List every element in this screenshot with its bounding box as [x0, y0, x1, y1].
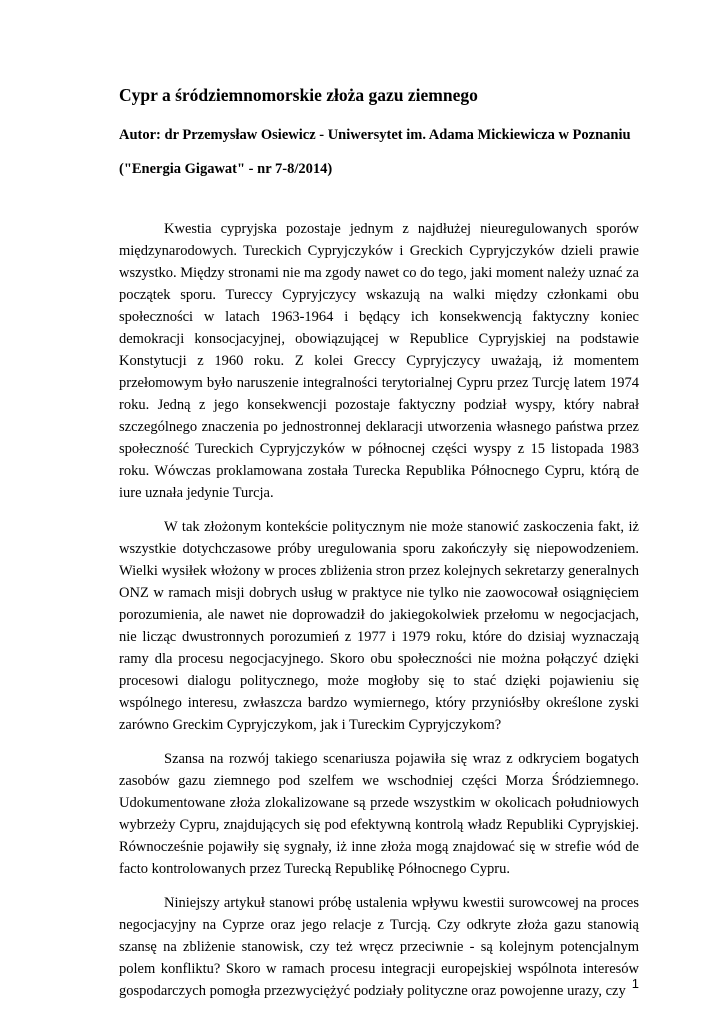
- paragraph-1: Kwestia cypryjska pozostaje jednym z najdłużej nieuregulowanych sporów międzynarodowych. Tureckich Cypryjczyków i Greckich Cypryjczyków dzieli prawie wszystko. Między stronami nie ma zgody nawet co do tego, jaki moment należy uznać za początek sporu. Tureccy Cypryjczycy wskazują na walki między członkami obu społeczności w latach 1963-1964 i będący ich konsekwencją faktyczny koniec demokracji konsocjacyjnej, obowiązującej w Republice Cypryjskiej na podstawie Konstytucji z 1960 roku. Z kolei Greccy Cypryjczycy uważają, iż momentem przełomowym było naruszenie integralności terytorialnej Cypru przez Turcję latem 1974 roku. Jedną z jego konsekwencji pozostaje faktyczny podział wyspy, który nabrał szczególnego znaczenia po jednostronnej deklaracji utworzenia własnego państwa przez społeczność Tureckich Cypryjczyków w północnej części wyspy z 15 listopada 1983 roku. Wówczas proklamowana została Turecka Republika Północnego Cypru, którą de iure uznała jedynie Turcja.: [119, 221, 639, 501]
- paragraph-4: Niniejszy artykuł stanowi próbę ustalenia wpływu kwestii surowcowej na proces negocjacyjny na Cyprze oraz jego relacje z Turcją. Czy odkryte złoża gazu stanowią szansę na zbliżenie stanowisk, czy też wręcz przeciwnie - są kolejnym potencjalnym polem konfliktu? Skoro w ramach procesu integracji europejskiej wspólnota interesów gospodarczych pomogła przezwyciężyć podziały polityczne oraz powojenne urazy, czy: [119, 895, 639, 999]
- paragraph-2: W tak złożonym kontekście politycznym nie może stanowić zaskoczenia fakt, iż wszystkie dotychczasowe próby uregulowania sporu zakończyły się niepowodzeniem. Wielki wysiłek włożony w proces zbliżenia stron przez kolejnych sekretarzy generalnych ONZ w ramach misji dobrych usług w praktyce nie tylko nie zaowocował osiągnięciem porozumienia, ale nawet nie doprowadził do jakiegokolwiek przełomu w negocjacjach, nie licząc dwustronnych porozumień z 1977 i 1979 roku, które do dzisiaj wyznaczają ramy dla procesu negocjacyjnego. Skoro obu społeczności nie można połączyć dzięki procesowi dialogu politycznego, może mogłoby się to stać dzięki pojawieniu się wspólnego interesu, zwłaszcza bardzo wymiernego, który przyniósłby określone zyski zarówno Greckim Cypryjczykom, jak i Tureckim Cypryjczykom?: [119, 519, 639, 733]
- document-author: Autor: dr Przemysław Osiewicz - Uniwersytet im. Adama Mickiewicza w Poznaniu: [119, 127, 631, 143]
- document-page: [119, 84, 639, 1014]
- page-number: 1: [631, 976, 639, 991]
- document-source: ("Energia Gigawat" - nr 7-8/2014): [119, 161, 333, 177]
- paragraph-3: Szansa na rozwój takiego scenariusza pojawiła się wraz z odkryciem bogatych zasobów gazu ziemnego pod szelfem we wschodniej części Morza Śródziemnego. Udokumentowane złoża zlokalizowane są przede wszystkim w okolicach południowych wybrzeży Cypru, znajdujących się pod efektywną kontrolą władz Republiki Cypryjskiej. Równocześnie pojawiły się sygnały, iż inne złoża mogą znajdować się w strefie wód de facto kontrolowanych przez Turecką Republikę Północnego Cypru.: [119, 751, 639, 877]
- document-title: Cypr a śródziemnomorskie złoża gazu ziemnego: [119, 85, 478, 105]
